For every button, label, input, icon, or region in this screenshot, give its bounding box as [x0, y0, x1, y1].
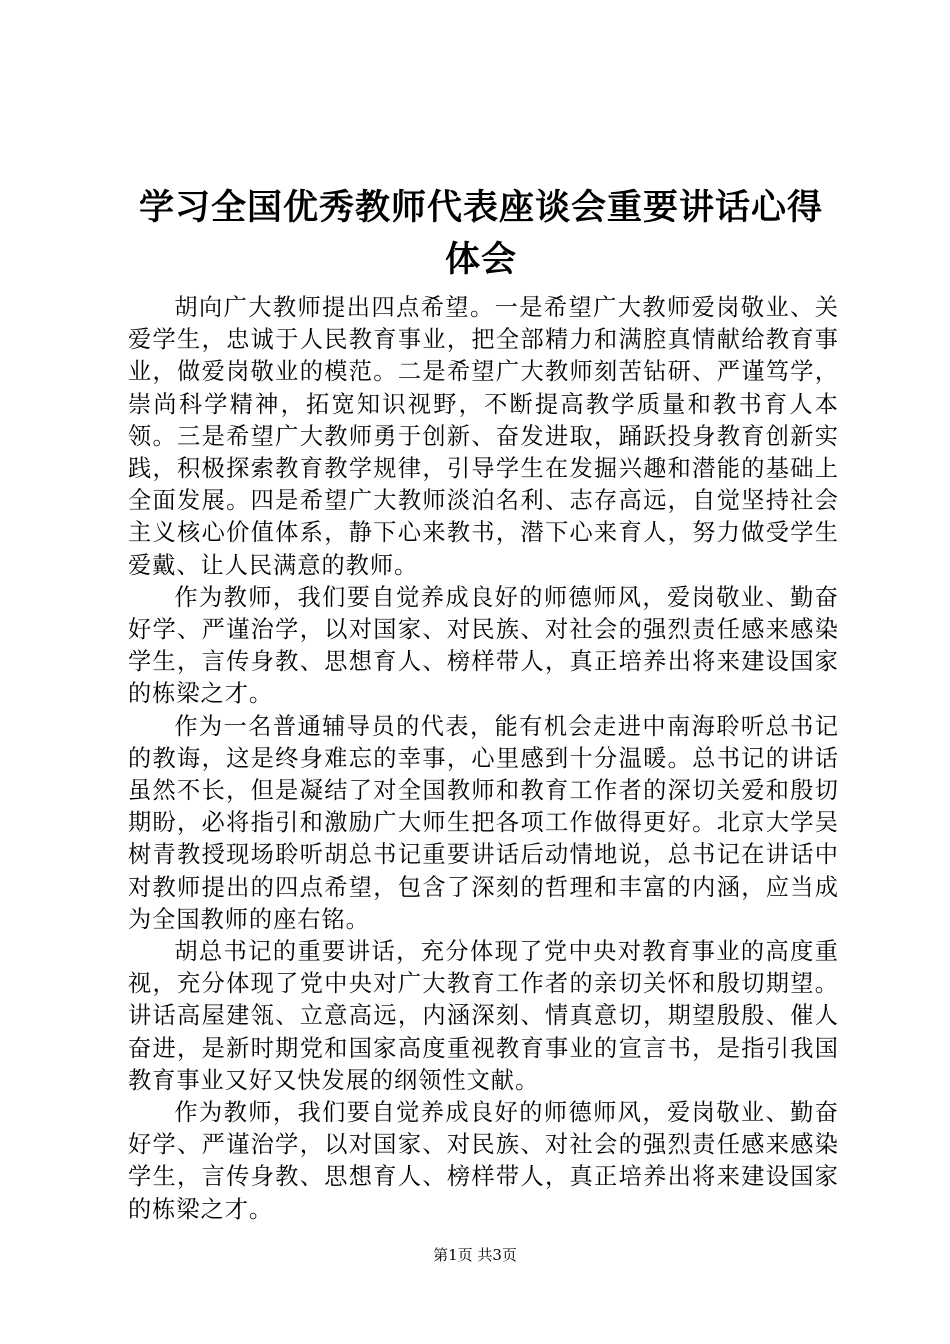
paragraph-4: 胡总书记的重要讲话，充分体现了党中央对教育事业的高度重视，充分体现了党中央对广大教育工作者的亲切关怀和殷切期望。讲话高屋建瓴、立意高远，内涵深刻、情真意切，期望殷殷、催人奋进，是新时期党和国家高度重视教育事业的宣言书，是指引我国教育事业又好又快发展的纲领性文献。: [128, 938, 839, 1094]
paragraph-5: 作为教师，我们要自觉养成良好的师德师风，爱岗敬业、勤奋好学、严谨治学，以对国家、对民族、对社会的强烈责任感来感染学生，言传身教、思想育人、榜样带人，真正培养出将来建设国家的栋梁之才。: [128, 1099, 839, 1223]
paragraph-1: 胡向广大教师提出四点希望。一是希望广大教师爱岗敬业、关爱学生，忠诚于人民教育事业，把全部精力和满腔真情献给教育事业，做爱岗敬业的模范。二是希望广大教师刻苦钻研、严谨笃学，崇尚科学精神，拓宽知识视野，不断提高教学质量和教书育人本领。三是希望广大教师勇于创新、奋发进取，踊跃投身教育创新实践，积极探索教育教学规律，引导学生在发掘兴趣和潜能的基础上全面发展。四是希望广大教师淡泊名利、志存高远，自觉坚持社会主义核心价值体系，静下心来教书，潜下心来育人，努力做受学生爱戴、让人民满意的教师。: [128, 294, 839, 579]
page-footer: 第1页 共3页: [433, 1246, 517, 1264]
document-title: 学习全国优秀教师代表座谈会重要讲话心得体会: [138, 188, 823, 280]
paragraph-3: 作为一名普通辅导员的代表，能有机会走进中南海聆听总书记的教诲，这是终身难忘的幸事，心里感到十分温暖。总书记的讲话虽然不长，但是凝结了对全国教师和教育工作者的深切关爱和殷切期盼，必将指引和激励广大师生把各项工作做得更好。北京大学吴树青教授现场聆听胡总书记重要讲话后动情地说，总书记在讲话中对教师提出的四点希望，包含了深刻的哲理和丰富的内涵，应当成为全国教师的座右铭。: [128, 712, 839, 933]
paragraph-2: 作为教师，我们要自觉养成良好的师德师风，爱岗敬业、勤奋好学、严谨治学，以对国家、对民族、对社会的强烈责任感来感染学生，言传身教、思想育人、榜样带人，真正培养出将来建设国家的栋梁之才。: [128, 583, 839, 708]
document-body: [128, 292, 839, 1226]
